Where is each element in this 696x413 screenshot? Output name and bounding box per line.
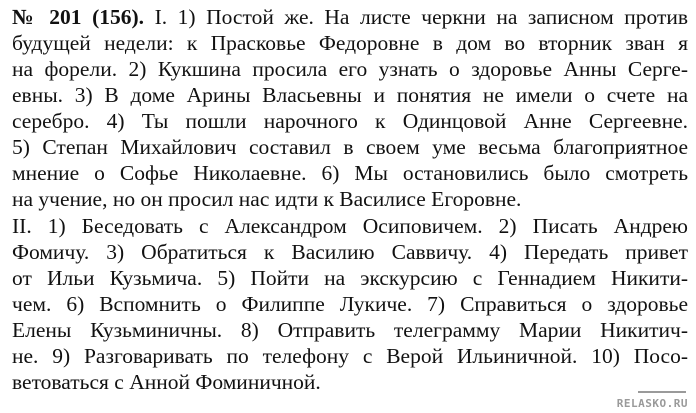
- text-line-15: ветоваться с Анной Фоминичной.: [12, 370, 321, 394]
- text-line-4: евны. 3) В доме Арины Власьевны и понятия не имели о счете на: [12, 83, 688, 107]
- text-line-6: 5) Степан Михайлович составил в своем уме весьма благоприятное: [12, 135, 688, 159]
- text-line-12: чем. 6) Вспомнить о Филиппе Лукиче. 7) Справиться о здоровье: [12, 292, 688, 316]
- text-line-10: Фомичу. 3) Обратиться к Василию Саввичу. 4) Передать привет: [12, 240, 688, 264]
- text-line-13: Елены Кузьминичны. 8) Отправить телеграмму Марии Никитич-: [12, 318, 688, 342]
- text-line-2: будущей недели: к Прасковье Федоровне в дом во вторник зван я: [12, 31, 688, 55]
- text-line-5: серебро. 4) Ты пошли нарочного к Одинцовой Анне Сергеевне.: [12, 109, 688, 133]
- text-line-14: не. 9) Разговаривать по телефону с Верой Ильиничной. 10) Посо-: [12, 344, 688, 368]
- site-watermark: RELASKO.RU: [616, 397, 688, 410]
- text-line-9: II. 1) Беседовать с Александром Осиповичем. 2) Писать Андрею: [12, 214, 688, 238]
- text-line-11: от Ильи Кузьмича. 5) Пойти на экскурсию с Геннадием Никити-: [12, 266, 688, 290]
- text-line-1: [12, 4, 688, 30]
- exercise-number: № 201 (156).: [12, 5, 145, 29]
- text-line-8: на учение, но он просил нас идти к Василисе Егоровне.: [12, 187, 522, 211]
- text-line-3: на форели. 2) Кукшина просила его узнать о здоровье Анны Серге-: [12, 57, 688, 81]
- line-1-text: I. 1) Постой же. На листе черкни на записном против: [154, 5, 689, 29]
- text-line-7: мнение о Софье Николаевне. 6) Мы остановились было смотреть: [12, 161, 688, 185]
